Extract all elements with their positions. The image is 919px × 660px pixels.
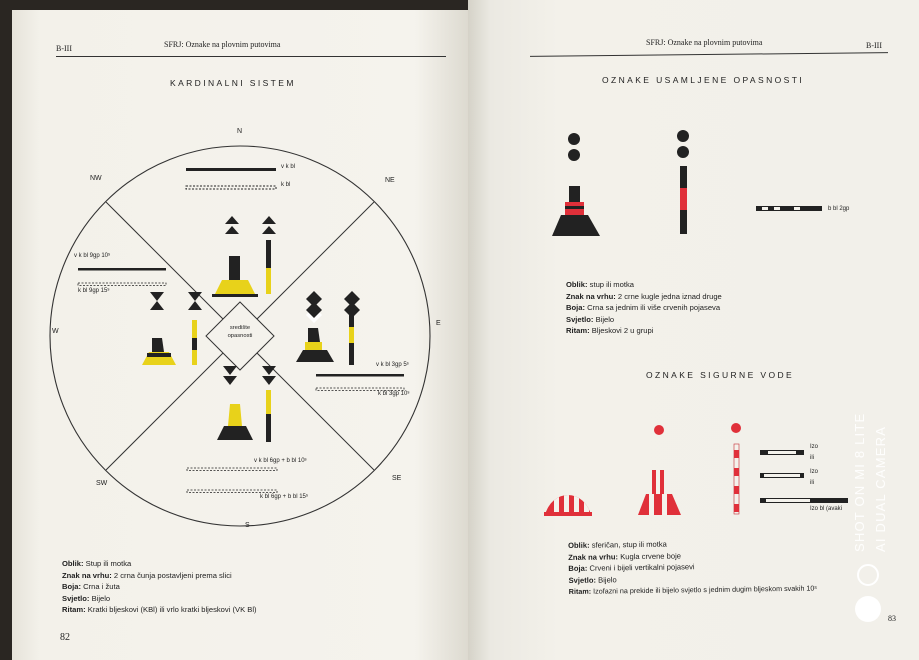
center-label: središte opasnosti xyxy=(227,325,253,339)
isolated-label: b bl 2gp xyxy=(828,206,850,212)
west-label-2: k bl 9gp 15ˢ xyxy=(78,288,110,294)
left-section-code: B-III xyxy=(56,44,72,53)
right-title-2: OZNAKE SIGURNE VODE xyxy=(646,370,795,380)
safe-label-izo-bl: Izo bl (avaki xyxy=(810,506,843,512)
compass-sw: SW xyxy=(96,480,108,487)
compass-n: N xyxy=(237,128,243,135)
left-page-number: 82 xyxy=(60,632,70,643)
left-page xyxy=(12,10,470,660)
safe-label-izo-2: Izo xyxy=(810,469,819,475)
safe-label-izo: Izo xyxy=(810,444,819,450)
south-label-1: v k bl 6gp + b bl 10ˢ xyxy=(254,458,307,464)
watermark-logo xyxy=(852,565,892,625)
compass-nw: NW xyxy=(90,175,102,182)
left-title: KARDINALNI SISTEM xyxy=(170,78,296,88)
right-section-code: B-III xyxy=(866,41,882,50)
compass-se: SE xyxy=(392,475,402,482)
right-page-number: 83 xyxy=(888,614,896,623)
right-info-block-2: Oblik: sferičan, stup ili motka Znak na vrhu: Kugla crvene boje Boja: Crveni i bijeli vertikalni pojasevi Svjetlo: Bijelo Ritam: Izofazni na prekide ili bijelo svjetlo s jednim dugim bljeskom svakih 10ˢ xyxy=(568,539,817,596)
watermark-line-2: AI DUAL CAMERA xyxy=(873,425,888,552)
left-info-block: Oblik: Stup ili motka Znak na vrhu: 2 crna čunja postavljeni prema slici Boja: Crna i žuta Svjetlo: Bijelo Ritam: Kratki bljeskovi (KBl) ili vrlo kratki bljeskovi (VK Bl) xyxy=(62,559,257,614)
east-label-1: v k bl 3gp 5ˢ xyxy=(376,362,409,368)
north-label-1: v k bl xyxy=(281,164,296,170)
west-label-1: v k bl 9gp 10ˢ xyxy=(74,253,111,259)
compass-ne: NE xyxy=(385,177,395,184)
safe-label-ili-1: ili xyxy=(810,455,814,461)
right-title-1: OZNAKE USAMLJENE OPASNOSTI xyxy=(602,75,805,85)
right-page xyxy=(468,0,919,660)
south-label-2: k bl 6gp + b bl 15ˢ xyxy=(260,494,308,500)
east-label-2: k bl 3gp 10ˢ xyxy=(378,391,410,397)
safe-label-ili-2: ili xyxy=(810,480,814,486)
compass-w: W xyxy=(52,328,59,335)
watermark-line-1: SHOT ON MI 8 LITE xyxy=(852,412,867,552)
north-label-2: k bl xyxy=(281,182,291,188)
left-running-title: SFRJ: Oznake na plovnim putovima xyxy=(164,40,281,49)
right-running-title: SFRJ: Oznake na plovnim putovima xyxy=(646,38,763,47)
compass-s: S xyxy=(245,522,250,529)
right-info-block-1: Oblik: stup ili motka Znak na vrhu: 2 crne kugle jedna iznad druge Boja: Crna sa jednim ili više crvenih pojaseva Svjetlo: Bijelo Ritam: Bljeskovi 2 u grupi xyxy=(566,280,722,335)
compass-e: E xyxy=(436,320,441,327)
